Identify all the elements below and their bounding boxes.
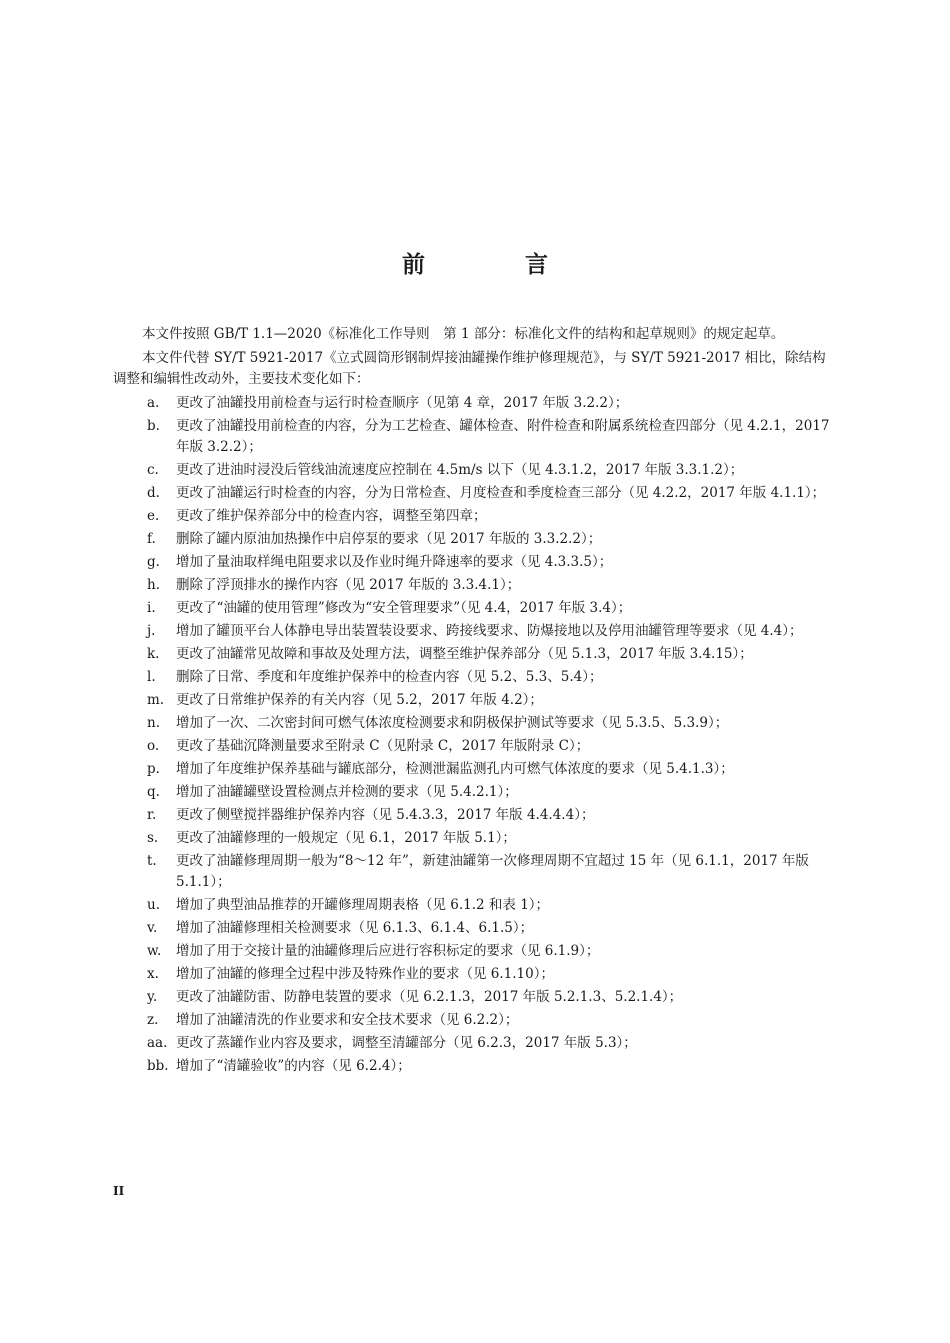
list-item: q. 增加了油罐罐壁设置检测点并检测的要求（见 5.4.2.1）； [147, 784, 518, 800]
page-title: 前 言 [401, 252, 594, 278]
list-item: aa. 更改了蒸罐作业内容及要求，调整至清罐部分（见 6.2.3，2017 年版 5.3）； [147, 1035, 637, 1051]
list-item: n. 增加了一次、二次密封间可燃气体浓度检测要求和阴极保护测试等要求（见 5.3.5、5.3.9）； [147, 715, 729, 731]
list-item: x. 增加了油罐的修理全过程中涉及特殊作业的要求（见 6.1.10）； [147, 966, 554, 982]
list-item: e. 更改了维护保养部分中的检查内容，调整至第四章； [147, 508, 487, 524]
list-item: s. 更改了油罐修理的一般规定（见 6.1，2017 年版 5.1）； [147, 830, 516, 846]
list-item: j. 增加了罐顶平台人体静电导出装置装设要求、跨接线要求、防爆接地以及停用油罐管理等要求（见 4.4）； [147, 623, 803, 639]
list-item: m. 更改了日常维护保养的有关内容（见 5.2，2017 年版 4.2）； [147, 692, 543, 708]
list-item: d. 更改了油罐运行时检查的内容，分为日常检查、月度检查和季度检查三部分（见 4.2.2，2017 年版 4.1.1）； [147, 485, 826, 501]
list-item: g. 增加了量油取样绳电阻要求以及作业时绳升降速率的要求（见 4.3.3.5）； [147, 554, 613, 570]
list-item: t. 更改了油罐修理周期一般为“8～12 年”，新建油罐第一次修理周期不宜超过 15 年（见 6.1.1，2017 年版 5.1.1）； [147, 853, 809, 890]
list-item: c. 更改了进油时浸没后管线油流速度应控制在 4.5m/s 以下（见 4.3.1.2，2017 年版 3.3.1.2）； [147, 462, 744, 478]
foreword-body [113, 324, 839, 1079]
list-item: l. 删除了日常、季度和年度维护保养中的检查内容（见 5.2、5.3、5.4）； [147, 669, 603, 685]
list-item: o. 更改了基础沉降测量要求至附录 C（见附录 C，2017 年版附录 C）； [147, 738, 590, 754]
list-item: r. 更改了侧壁搅拌器维护保养内容（见 5.4.3.3，2017 年版 4.4.4.4）； [147, 807, 595, 823]
page-number: II [113, 1184, 125, 1198]
list-item: p. 增加了年度维护保养基础与罐底部分，检测泄漏监测孔内可燃气体浓度的要求（见 5.4.1.3）； [147, 761, 734, 777]
intro-paragraph-2: 本文件代替 SY/T 5921-2017《立式圆筒形钢制焊接油罐操作维护修理规范》，与 SY/T 5921-2017 相比，除结构调整和编辑性改动外，主要技术变化如下： [113, 350, 826, 387]
list-item: bb. 增加了“清罐验收”的内容（见 6.2.4）； [147, 1058, 411, 1074]
list-item: b. 更改了油罐投用前检查的内容，分为工艺检查、罐体检查、附件检查和附属系统检查四部分（见 4.2.1，2017 年版 3.2.2）； [147, 418, 830, 455]
list-item: w. 增加了用于交接计量的油罐修理后应进行容积标定的要求（见 6.1.9）； [147, 943, 600, 959]
list-item: k. 更改了油罐常见故障和事故及处理方法，调整至维护保养部分（见 5.1.3，2017 年版 3.4.15）； [147, 646, 753, 662]
list-item: a. 更改了油罐投用前检查与运行时检查顺序（见第 4 章，2017 年版 3.2.2）； [147, 395, 629, 411]
list-item: z. 增加了油罐清洗的作业要求和安全技术要求（见 6.2.2）； [147, 1012, 519, 1028]
list-item: f. 删除了罐内原油加热操作中启停泵的要求（见 2017 年版的 3.3.2.2）； [147, 531, 602, 547]
list-item: u. 增加了典型油品推荐的开罐修理周期表格（见 6.1.2 和表 1）； [147, 897, 550, 913]
intro-paragraph-1: 本文件按照 GB/T 1.1—2020《标准化工作导则 第 1 部分：标准化文件的结构和起草规则》的规定起草。 [142, 326, 785, 342]
list-item: i. 更改了“油罐的使用管理”修改为“安全管理要求”（见 4.4，2017 年版 3.4）； [147, 600, 632, 616]
list-item: y. 更改了油罐防雷、防静电装置的要求（见 6.2.1.3，2017 年版 5.2.1.3、5.2.1.4）； [147, 989, 683, 1005]
list-item: v. 增加了油罐修理相关检测要求（见 6.1.3、6.1.4、6.1.5）； [147, 920, 534, 936]
list-item: h. 删除了浮顶排水的操作内容（见 2017 年版的 3.3.4.1）； [147, 577, 521, 593]
